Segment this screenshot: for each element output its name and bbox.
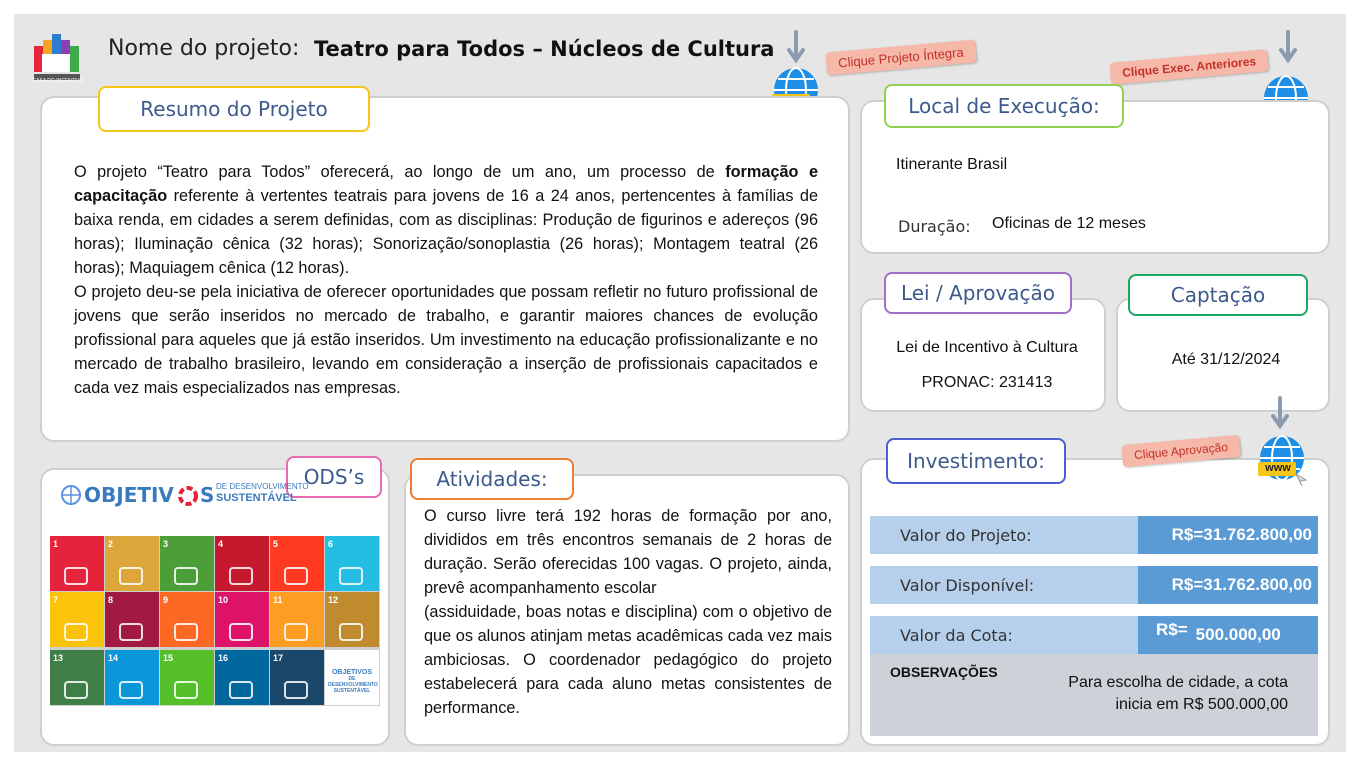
valor-disponivel-value: R$=31.762.800,00 [1138, 566, 1318, 604]
atividades-p1: O curso livre terá 192 horas de formação por ano, divididos em três encontros semanais de 2 horas de duração. Serão oferecidas 100 vagas. O projeto, ainda, prevê acompanhamento escolar [424, 507, 832, 597]
down-arrow-icon [786, 30, 806, 66]
sdg-tile-8 [105, 592, 159, 647]
sdg-goal-icon [64, 567, 88, 585]
sdg-goal-icon [284, 623, 308, 641]
sdg-tile-13 [50, 650, 104, 705]
valor-cota-number: 500.000,00 [1195, 625, 1281, 644]
sdg-goal-icon [229, 623, 253, 641]
exec-anteriores-link[interactable]: Clique Exec. Anteriores [1109, 49, 1269, 85]
sdg-logo-subtext: DE DESENVOLVIMENTO SUSTENTÁVEL [328, 676, 378, 694]
atividades-text [424, 504, 832, 720]
sdg-wheel-icon [178, 486, 198, 506]
sdg-tile-16 [215, 650, 269, 705]
sdg-tile-3 [160, 536, 214, 591]
www-label: www [1265, 462, 1291, 474]
valor-cota-value [1138, 616, 1318, 654]
sdg-grid [50, 536, 380, 706]
sdg-tile-number: 5 [273, 539, 279, 549]
sdg-goal-icon [174, 681, 198, 699]
un-emblem-icon [60, 484, 82, 506]
sdg-goal-icon [174, 567, 198, 585]
valor-cota-label: Valor da Cota: [870, 616, 1138, 654]
sdg-goal-icon [229, 567, 253, 585]
lei-line1: Lei de Incentivo à Cultura [896, 339, 1078, 356]
atividades-title: Atividades: [410, 458, 574, 500]
resumo-text [74, 160, 818, 400]
sdg-tile-number: 1 [53, 539, 59, 549]
valor-projeto-value: R$=31.762.800,00 [1138, 516, 1318, 554]
sdg-tile-number: 10 [218, 595, 229, 605]
sdg-tile-number: 7 [53, 595, 59, 605]
observacoes-line1: Para escolha de cidade, a cota [1068, 674, 1288, 691]
sdg-tile-9 [160, 592, 214, 647]
sdg-tile-4 [215, 536, 269, 591]
project-title: Teatro para Todos – Núcleos de Cultura [314, 37, 775, 61]
sdg-tile-11 [270, 592, 324, 647]
sdg-goal-icon [119, 681, 143, 699]
projeto-integra-link[interactable]: Clique Projeto Íntegra [825, 40, 976, 76]
sdg-tile-5 [270, 536, 324, 591]
resumo-p1-b: referente à vertentes teatrais para jovens de 16 a 24 anos, pertencentes à famílias de baixa renda, em cidades a serem definidas, com as disciplinas: Produção de figurinos e adereços (96 horas); Iluminação cênica (32 horas); Sonorização/sonoplastia (26 horas); Montagem teatral (26 horas); Maquiagem cênica (12 horas). [74, 187, 818, 277]
sdg-goal-icon [229, 681, 253, 699]
sdg-tile-17 [270, 650, 324, 705]
logo [30, 30, 86, 86]
sdg-tile-number: 11 [273, 595, 283, 605]
sdg-goal-icon [284, 681, 308, 699]
valor-cota-prefix: R$= [1156, 620, 1188, 639]
duracao-label: Duração: [898, 217, 971, 236]
logo-text: CASA DO INCENTIVO [32, 78, 84, 84]
sdg-logo-text: OBJETIVOS [331, 669, 373, 676]
local-title: Local de Execução: [884, 84, 1124, 128]
resumo-p1-a: O projeto “Teatro para Todos” oferecerá, ao longo de um ano, um processo de [74, 163, 726, 181]
sdg-tile-number: 13 [53, 653, 64, 663]
sdg-tile-number: 8 [108, 595, 114, 605]
sdg-tile-number: 17 [273, 653, 284, 663]
sdg-goal-icon [174, 623, 198, 641]
atividades-p2: (assiduidade, boas notas e disciplina) com o objetivo de que os alunos atinjam metas acadêmicas cada vez mais ambiciosas. O coordenador pedagógico do projeto estabelecerá para cada aluno metas consistentes de performance. [424, 603, 832, 717]
valor-disponivel-label: Valor Disponível: [870, 566, 1138, 604]
sdg-goal-icon [119, 623, 143, 641]
sdg-tile-2 [105, 536, 159, 591]
aprovacao-link[interactable]: Clique Aprovação [1121, 435, 1241, 467]
sdg-tile-15 [160, 650, 214, 705]
sdg-goal-icon [119, 567, 143, 585]
lei-line2: PRONAC: 231413 [921, 374, 1053, 391]
project-name-label: Nome do projeto: [108, 36, 300, 61]
sdg-tile-number: 14 [108, 653, 119, 663]
sdg-tile-number: 6 [328, 539, 334, 549]
down-arrow-icon [1270, 396, 1290, 432]
sdg-tile-number: 16 [218, 653, 229, 663]
local-value: Itinerante Brasil [896, 156, 1008, 173]
sdg-goal-icon [339, 567, 363, 585]
resumo-title: Resumo do Projeto [98, 86, 370, 132]
investimento-title: Investimento: [886, 438, 1066, 484]
captacao-value: Até 31/12/2024 [1171, 351, 1281, 368]
duracao-value: Oficinas de 12 meses [992, 215, 1146, 232]
sdg-tile-14 [105, 650, 159, 705]
sdg-logo-tile [325, 650, 379, 705]
sdg-tile-number: 4 [218, 539, 224, 549]
sdg-goal-icon [339, 623, 363, 641]
sdg-goal-icon [284, 567, 308, 585]
sdg-goal-icon [64, 623, 88, 641]
sdg-tile-10 [215, 592, 269, 647]
sdg-tile-number: 12 [328, 595, 339, 605]
sdg-goal-icon [64, 681, 88, 699]
ods-title: ODS’s [286, 456, 382, 498]
sdg-tile-number: 2 [108, 539, 114, 549]
down-arrow-icon [1278, 30, 1298, 66]
sdg-tile-6 [325, 536, 379, 591]
resumo-p1-bold: formação e capacitação [74, 163, 818, 205]
valor-projeto-label: Valor do Projeto: [870, 516, 1138, 554]
sdg-tile-number: 9 [163, 595, 169, 605]
sdg-tile-1 [50, 536, 104, 591]
ods-brand-text-a: OBJETIV [84, 483, 174, 507]
ods-brand-text-b: S [200, 483, 215, 507]
observacoes-label: OBSERVAÇÕES [890, 664, 998, 680]
observacoes-line2: inicia em R$ 500.000,00 [1115, 696, 1288, 713]
sdg-tile-12 [325, 592, 379, 647]
captacao-title: Captação [1128, 274, 1308, 316]
lei-title: Lei / Aprovação [884, 272, 1072, 314]
globe-www-icon[interactable] [1256, 434, 1308, 486]
resumo-p2: O projeto deu-se pela iniciativa de oferecer oportunidades que possam refletir no futuro profissional de jovens que serão inseridos no mercado de trabalho, e garantir maiores chances de evolução profissional para aqueles que já estão inseridos. Um investimento na educação profissionalizante e no mercado de trabalho brasileiro, levando em consideração a inserção de profissionais capacitados e cada vez mais especializados nas empresas. [74, 283, 818, 397]
ods-brand-sub2: SUSTENTÁVEL [216, 492, 297, 504]
sdg-tile-7 [50, 592, 104, 647]
ods-brand-sub1: DE DESENVOLVIMENTO [216, 482, 309, 491]
sdg-tile-number: 3 [163, 539, 169, 549]
sdg-tile-number: 15 [163, 653, 174, 663]
